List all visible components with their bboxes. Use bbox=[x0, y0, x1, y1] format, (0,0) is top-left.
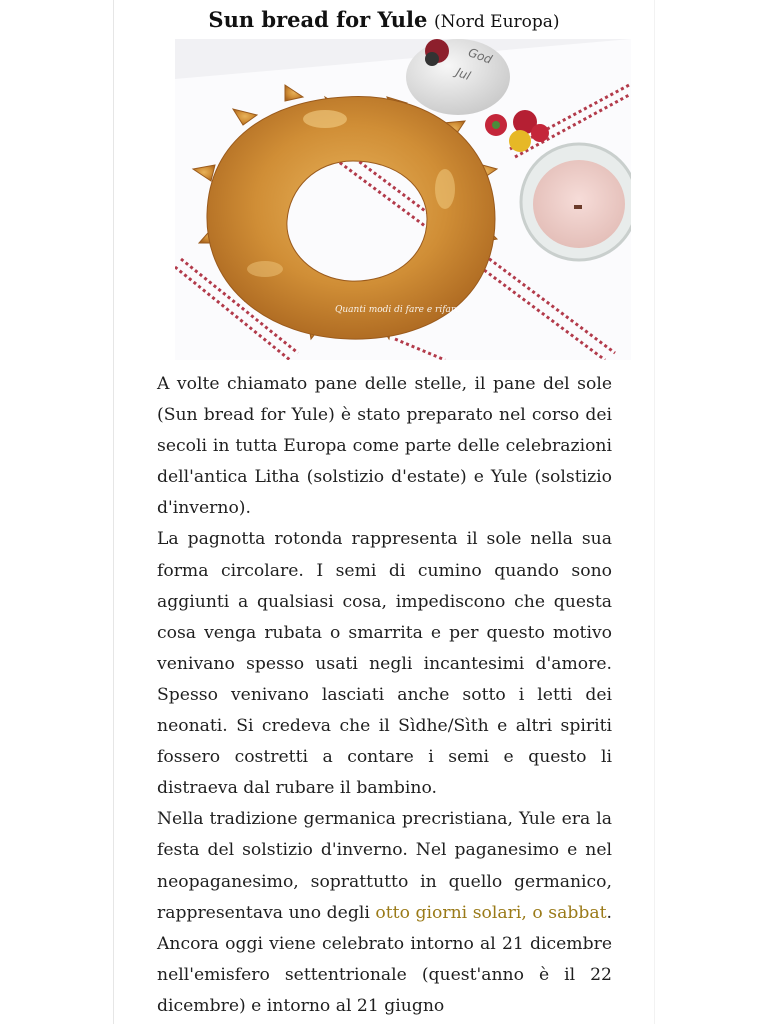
post-title-region: (Nord Europa) bbox=[434, 12, 560, 32]
paragraph-1: A volte chiamato pane delle stelle, il pane del sole (Sun bread for Yule) è stato preparato nel corso dei secoli in tutta Europa come parte delle celebrazioni dell'antica Litha (solstizio d'estate) e Yule (solstizio d'inverno). bbox=[157, 374, 612, 519]
paragraph-2: La pagnotta rotonda rappresenta il sole nella sua forma circolare. I semi di cumino quando sono aggiunti a qualsiasi cosa, impediscono che questa cosa venga rubata o smarrita e per questo motivo venivano spesso usati negli incantesimi d'amore. Spesso venivano lasciati anche sotto i letti dei neonati. Si credeva che il Sìdhe/Sìth e altri spiriti fossero costretti a contare i semi e questo li distraeva dal rubare il bambino. bbox=[157, 529, 612, 799]
post-title-main: Sun bread for Yule bbox=[208, 7, 428, 32]
photo-watermark: Quanti modi di fare e rifare bbox=[335, 305, 461, 315]
article-body bbox=[157, 369, 612, 1022]
paragraph-3 bbox=[157, 804, 612, 1022]
post-title bbox=[0, 6, 768, 36]
sabbat-link[interactable]: otto giorni solari, o sabbat bbox=[375, 902, 607, 923]
paragraph-3-end: . Ancora oggi viene celebrato intorno al 21 dicembre nell'emisfero settentrionale (quest'anno è il 22 dicembre) e intorno al 21 giugno bbox=[157, 902, 613, 1016]
paragraph-3-start: Nella tradizione germanica precristiana, Yule era la festa del solstizio d'inverno. Nel paganesimo e nel neopaganesimo, soprattutto in quello germanico, rappresentava uno degli bbox=[157, 809, 612, 923]
stone-text-god: God bbox=[466, 45, 494, 67]
sun-bread-photo[interactable] bbox=[175, 39, 631, 360]
stone-text-jul: Jul bbox=[454, 64, 473, 84]
